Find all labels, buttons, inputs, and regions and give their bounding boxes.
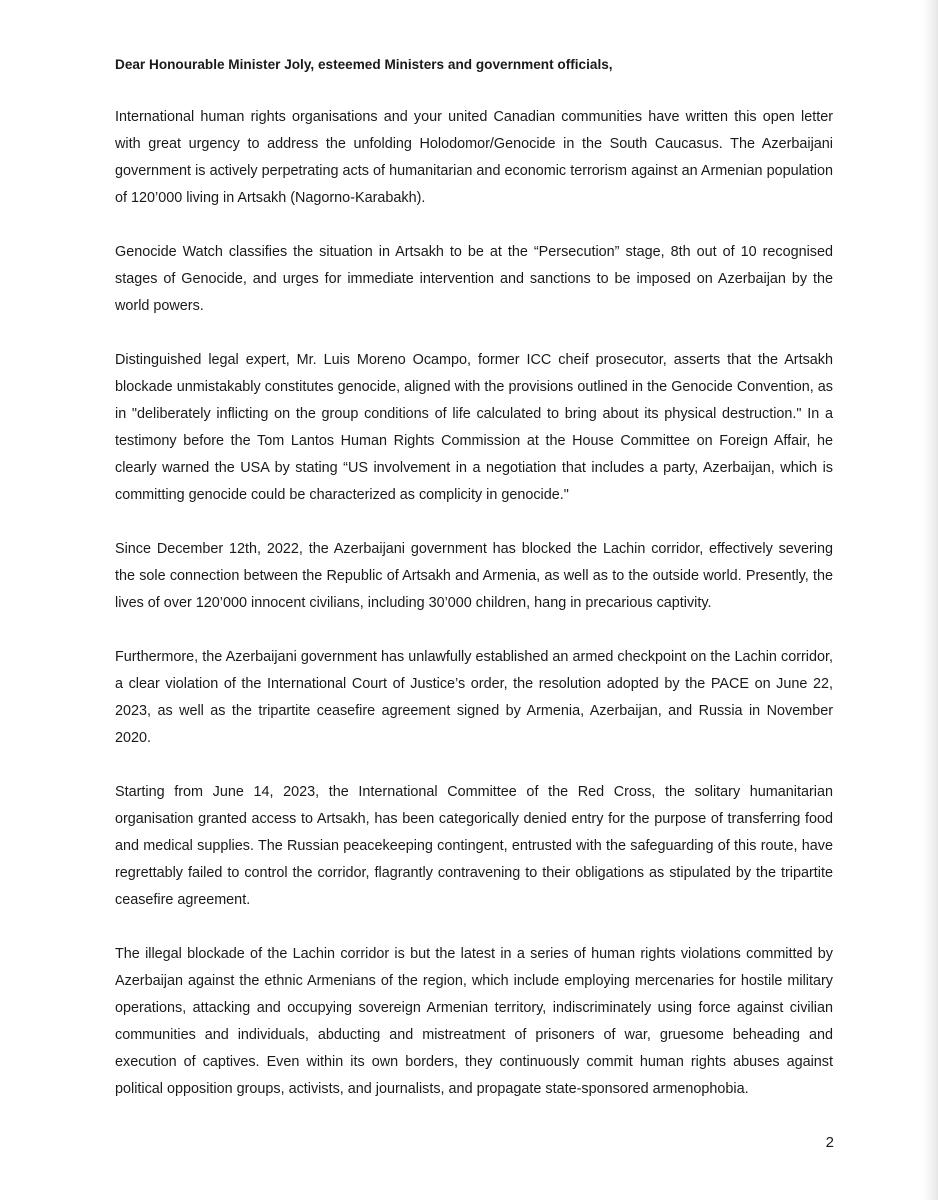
paragraph-ocampo: Distinguished legal expert, Mr. Luis Moreno Ocampo, former ICC cheif prosecutor, asserts that the Artsakh blockade unmistakably constitutes genocide, aligned with the provisions outlined in the Genocide Convention, as in "deliberately inflicting on the group conditions of life calculated to bring about its physical destruction." In a testimony before the Tom Lantos Human Rights Commission at the House Committee on Foreign Affair, he clearly warned the USA by stating “US involvement in a negotiation that includes a party, Azerbaijan, which is committing genocide could be characterized as complicity in genocide." xyxy=(115,352,833,503)
paragraph-checkpoint: Furthermore, the Azerbaijani government has unlawfully established an armed checkpoint on the Lachin corridor, a clear violation of the International Court of Justice’s order, the resolution adopted by the PACE on June 22, 2023, as well as the tripartite ceasefire agreement signed by Armenia, Azerbaijan, and Russia in November 2020. xyxy=(115,649,833,746)
paragraph-blockade: Since December 12th, 2022, the Azerbaijani government has blocked the Lachin corridor, effectively severing the sole connection between the Republic of Artsakh and Armenia, as well as to the outside world. Presently, the lives of over 120’000 innocent civilians, including 30’000 children, hang in precarious captivity. xyxy=(115,541,833,611)
paragraph-violations: The illegal blockade of the Lachin corridor is but the latest in a series of human rights violations committed by Azerbaijan against the ethnic Armenians of the region, which include employing mercenaries for hostile military operations, attacking and occupying sovereign Armenian territory, indiscriminately using force against civilian communities and individuals, abducting and mistreatment of prisoners of war, gruesome beheading and execution of captives. Even within its own borders, they continuously commit human rights abuses against political opposition groups, activists, and journalists, and propagate state-sponsored armenophobia. xyxy=(115,946,833,1097)
page-number: 2 xyxy=(825,1134,834,1151)
page-edge-shadow xyxy=(922,0,938,1200)
paragraph-introduction: International human rights organisations and your united Canadian communities have written this open letter with great urgency to address the unfolding Holodomor/Genocide in the South Caucasus. The Azerbaijani government is actively perpetrating acts of humanitarian and economic terrorism against an Armenian population of 120’000 living in Artsakh (Nagorno-Karabakh). xyxy=(115,109,833,206)
paragraph-red-cross: Starting from June 14, 2023, the International Committee of the Red Cross, the solitary humanitarian organisation granted access to Artsakh, has been categorically denied entry for the purpose of transferring food and medical supplies. The Russian peacekeeping contingent, entrusted with the safeguarding of this route, have regrettably failed to control the corridor, flagrantly contravening to their obligations as stipulated by the tripartite ceasefire agreement. xyxy=(115,784,833,908)
letter-body xyxy=(115,51,833,1130)
paragraph-genocide-watch: Genocide Watch classifies the situation in Artsakh to be at the “Persecution” stage, 8th out of 10 recognised stages of Genocide, and urges for immediate intervention and sanctions to be imposed on Azerbaijan by the world powers. xyxy=(115,244,833,314)
salutation: Dear Honourable Minister Joly, esteemed Ministers and government officials, xyxy=(115,57,613,72)
